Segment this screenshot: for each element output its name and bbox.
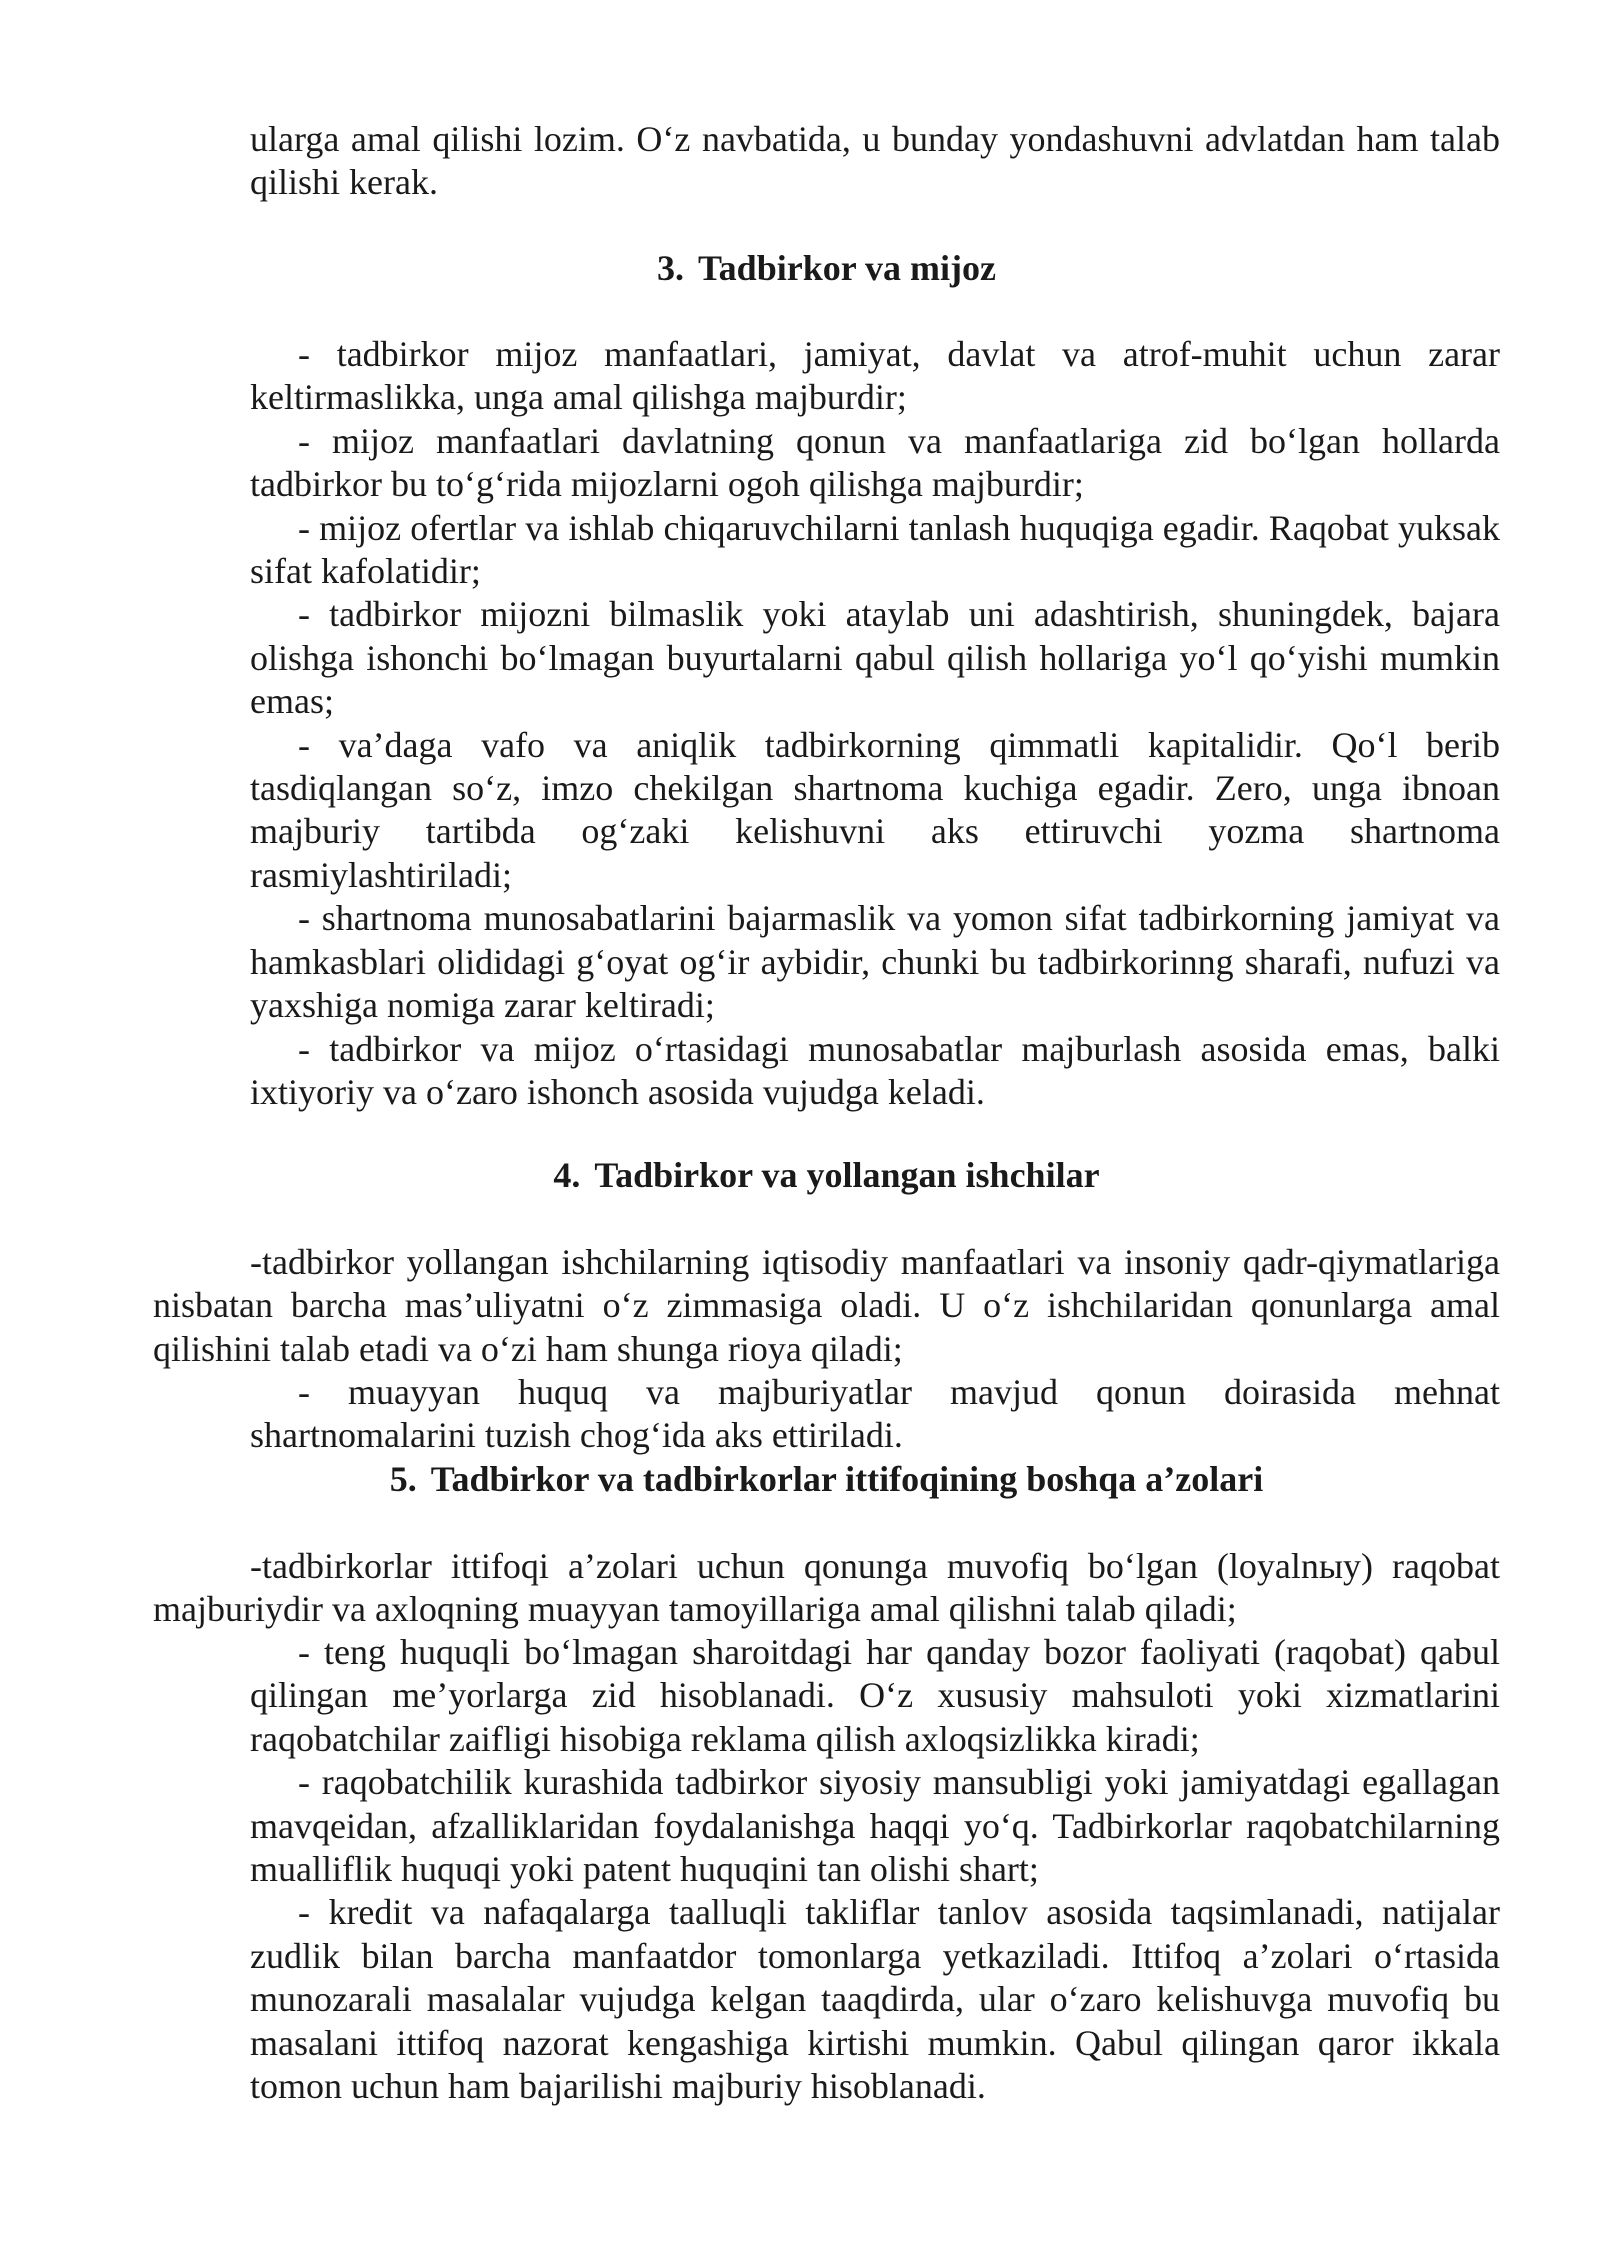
section-4-number: 4. [553,1155,581,1195]
list-item: - teng huquqli bo‘lmagan sharoitdagi har qanday bozor faoliyati (raqobat) qabul qilingan me’yorlarga zid hisoblanadi. O‘z xususiy mahsuloti yoki xizmatlarini raqobatchilar zaifligi hisobiga reklama qilish axloqsizlikka kiradi; [250,1632,1500,1759]
section-3-number: 3. [656,248,684,288]
intro-text: ularga amal qilishi lozim. O‘z navbatida, u bunday yondashuvni advlatdan ham talab qilishi kerak. [250,119,1500,203]
list-item: - shartnoma munosabatlarini bajarmaslik va yomon sifat tadbirkorning jamiyat va hamkasblari olididagi g‘oyat og‘ir aybidir, chunki bu tadbirkorinng sharafi, nufuzi va yaxshiga nomiga zarar keltiradi; [250,898,1500,1026]
lead-paragraph: -tadbirkorlar ittifoqi a’zolari uchun qonunga muvofiq bo‘lgan (loyalnыy) raqobat majburiydir va axloqning muayyan tamoyillariga amal qilishni talab qiladi; [153,1546,1500,1630]
list-item: - muayyan huquq va majburiyatlar mavjud qonun doirasida mehnat shartnomalarini tuzish chog‘ida aks ettiriladi. [250,1372,1500,1456]
list-item: - raqobatchilik kurashida tadbirkor siyosiy mansubligi yoki jamiyatdagi egallagan mavqeidan, afzalliklaridan foydalanishga haqqi yo‘q. Tadbirkorlar raqobatchilarning mualliflik huquqi yoki patent huquqini tan olishi shart; [250,1762,1500,1890]
section-4-title: Tadbirkor va yollangan ishchilar [594,1155,1100,1195]
section-4-list [250,1371,1500,1458]
section-5-title: Tadbirkor va tadbirkorlar ittifoqining boshqa a’zolari [430,1459,1264,1499]
section-5-list [250,1631,1500,2108]
list-item: - tadbirkor mijozni bilmaslik yoki ataylab uni adashtirish, shuningdek, bajara olishga ishonchi bo‘lmagan buyurtalarni qabul qilish hollariga yo‘l qo‘yishi mumkin emas; [250,594,1500,722]
section-5-lead [153,1545,1500,1632]
section-4-lead [153,1241,1500,1371]
lead-paragraph: -tadbirkor yollangan ishchilarning iqtisodiy manfaatlari va insoniy qadr-qiymatlariga nisbatan barcha mas’uliyatni o‘z zimmasiga oladi. U o‘z ishchilaridan qonunlarga amal qilishini talab etadi va o‘zi ham shunga rioya qiladi; [153,1242,1500,1369]
section-5-number: 5. [389,1459,417,1499]
section-3-title: Tadbirkor va mijoz [697,248,997,288]
section-4-heading [153,1154,1500,1197]
section-3-list [250,333,1500,1114]
list-item: - mijoz manfaatlari davlatning qonun va manfaatlariga zid bo‘lgan hollarda tadbirkor bu to‘g‘rida mijozlarni ogoh qilishga majburdir; [250,420,1500,505]
list-item: - tadbirkor mijoz manfaatlari, jamiyat, davlat va atrof-muhit uchun zarar keltirmaslikka, unga amal qilishga majburdir; [250,334,1500,418]
intro-paragraph [250,118,1500,205]
list-item: - va’daga vafo va aniqlik tadbirkorning qimmatli kapitalidir. Qo‘l berib tasdiqlangan so‘z, imzo chekilgan shartnoma kuchiga egadir. Zero, unga ibnoan majburiy tartibda og‘zaki kelishuvni aks ettiruvchi yozma shartnoma rasmiylashtiriladi; [250,724,1500,895]
section-5-heading [153,1458,1500,1501]
list-item: - kredit va nafaqalarga taalluqli takliflar tanlov asosida taqsimlanadi, natijalar zudlik bilan barcha manfaatdor tomonlarga yetkaziladi. Ittifoq a’zolari o‘rtasida munozarali masalalar vujudga kelgan taaqdirda, ular o‘zaro kelishuvga muvofiq bu masalani ittifoq nazorat kengashiga kirtishi mumkin. Qabul qilingan qaror ikkala tomon uchun ham bajarilishi majburiy hisoblanadi. [250,1892,1500,2107]
list-item: - mijoz ofertlar va ishlab chiqaruvchilarni tanlash huquqiga egadir. Raqobat yuksak sifat kafolatidir; [250,507,1500,592]
list-item: - tadbirkor va mijoz o‘rtasidagi munosabatlar majburlash asosida emas, balki ixtiyoriy va o‘zaro ishonch asosida vujudga keladi. [250,1028,1500,1112]
section-3-heading [153,247,1500,290]
